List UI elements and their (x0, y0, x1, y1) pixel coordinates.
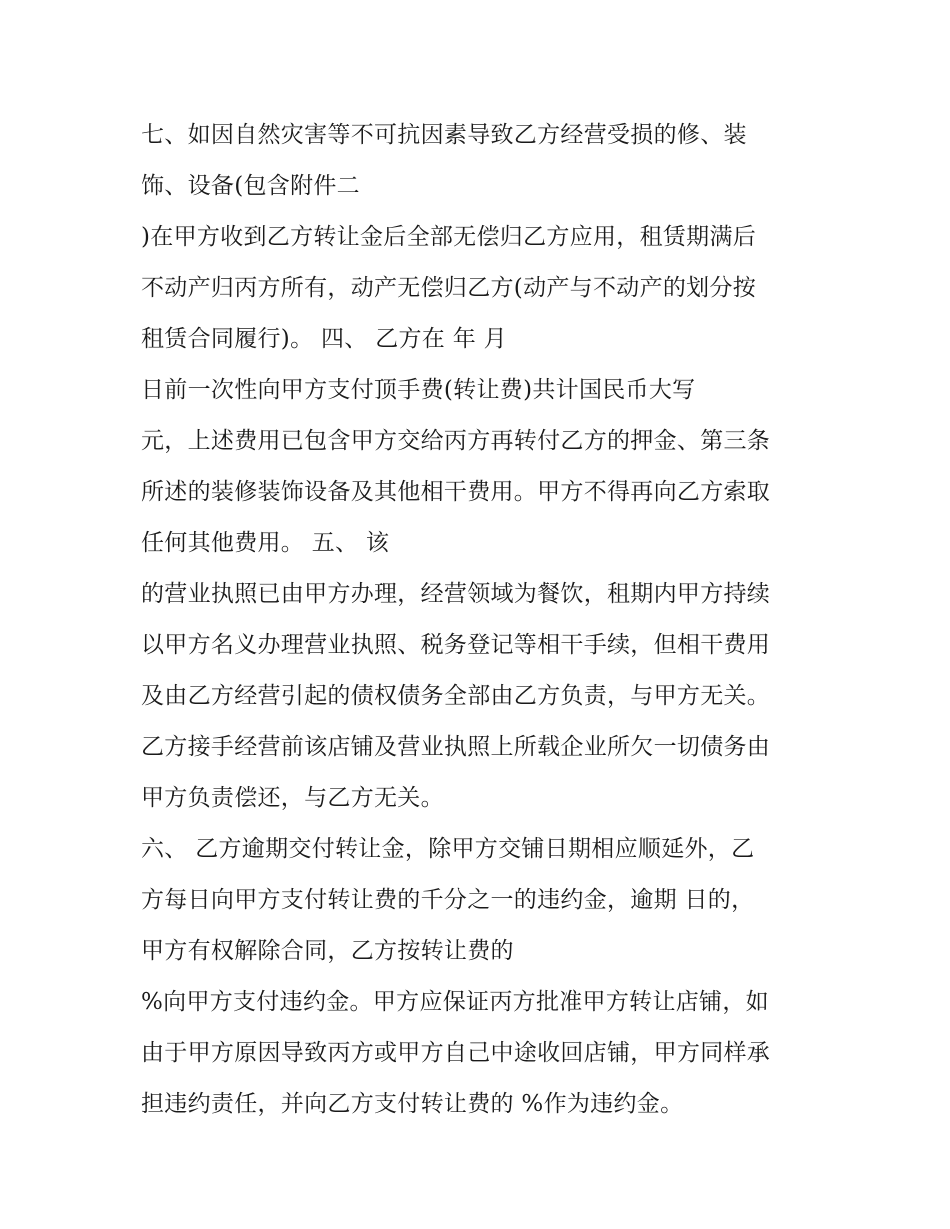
text-line: 方每日向甲方支付转让费的千分之一的违约金，逾期 日的， (141, 887, 755, 913)
text-line: 七、如因自然灾害等不可抗因素导致乙方经营受损的修、装 (141, 122, 747, 148)
text-line: %向甲方支付违约金。甲方应保证丙方批准甲方转让店铺，如 (141, 989, 769, 1015)
text-line: 所述的装修装饰设备及其他相干费用。甲方不得再向乙方索取 (141, 479, 771, 505)
text-line: 甲方负责偿还，与乙方无关。 (141, 785, 444, 811)
text-line: 元，上述费用已包含甲方交给丙方再转付乙方的押金、第三条 (141, 428, 771, 454)
text-line: 乙方接手经营前该店铺及营业执照上所载企业所欠一切债务由 (141, 734, 771, 760)
text-line: 饰、设备(包含附件二 (141, 173, 360, 199)
text-line: 担违约责任，并向乙方支付转让费的 %作为违约金。 (141, 1091, 684, 1117)
document-body (141, 110, 831, 1130)
text-line: 及由乙方经营引起的债权债务全部由乙方负责，与甲方无关。 (141, 683, 771, 709)
text-line: 由于甲方原因导致丙方或甲方自己中途收回店铺，甲方同样承 (141, 1040, 771, 1066)
text-line: 租赁合同履行)。 四、 乙方在 年 月 (141, 326, 507, 352)
text-line: )在甲方收到乙方转让金后全部无偿归乙方应用，租赁期满后 (141, 224, 757, 250)
text-line: 任何其他费用。 五、 该 (141, 530, 390, 556)
text-line: 的营业执照已由甲方办理，经营领域为餐饮，租期内甲方持续 (141, 581, 771, 607)
text-line: 甲方有权解除合同，乙方按转让费的 (141, 938, 514, 964)
text-line: 以甲方名义办理营业执照、税务登记等相干手续，但相干费用 (141, 632, 771, 658)
text-line: 不动产归丙方所有，动产无偿归乙方(动产与不动产的划分按 (141, 275, 757, 301)
text-line: 日前一次性向甲方支付顶手费(转让费)共计国民币大写 (141, 377, 696, 403)
text-line: 六、 乙方逾期交付转让金，除甲方交铺日期相应顺延外，乙 (141, 836, 755, 862)
